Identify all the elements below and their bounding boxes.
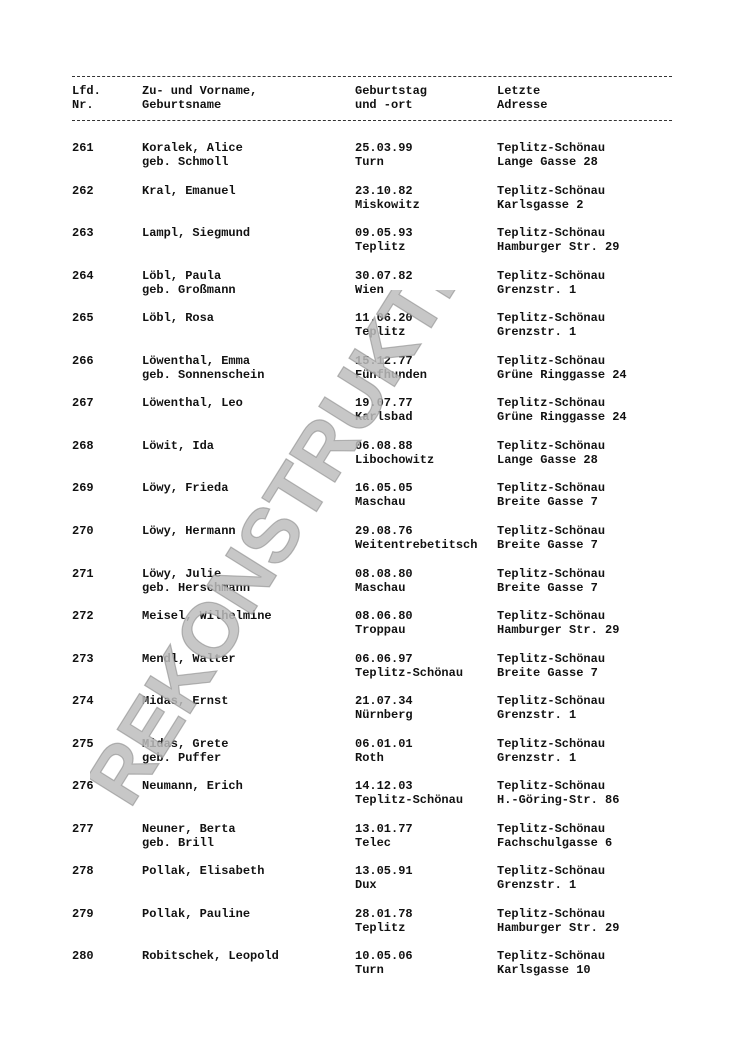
birth-date: 06.06.97 [355, 652, 413, 666]
person-name: Löwy, Frieda [142, 481, 229, 495]
name-cell [142, 949, 279, 963]
birth-name: geb. Schmoll [142, 155, 229, 169]
header-col3-line1: Geburtstag [355, 84, 428, 98]
row-number-text: 264 [72, 269, 94, 283]
address-street: Karlsgasse 10 [497, 963, 591, 977]
row-number-text: 268 [72, 439, 94, 453]
row-number [72, 907, 94, 921]
birth-place: Turn [355, 963, 384, 977]
row-number [72, 652, 94, 666]
address-city: Teplitz-Schönau [497, 949, 606, 963]
address-city: Teplitz-Schönau [497, 396, 606, 410]
row-number [72, 567, 94, 581]
row-number-text: 276 [72, 779, 94, 793]
birth-date: 09.05.93 [355, 226, 413, 240]
table-row [0, 694, 745, 724]
table-row [0, 907, 745, 937]
name-cell [142, 396, 243, 410]
table-row [0, 949, 745, 979]
address-street: Hamburger Str. 29 [497, 240, 620, 254]
table-row [0, 439, 745, 469]
birth-name: geb. Sonnenschein [142, 368, 265, 382]
birth-cell [355, 652, 463, 680]
birth-place: Teplitz-Schönau [355, 793, 464, 807]
address-city: Teplitz-Schönau [497, 737, 606, 751]
address-cell [497, 737, 605, 765]
watermark-text: REKONSTRUKTION [90, 290, 490, 820]
birth-cell [355, 694, 413, 722]
person-name: Löwy, Julie [142, 567, 222, 581]
row-number-text: 265 [72, 311, 94, 325]
birth-place: Turn [355, 155, 384, 169]
address-cell [497, 779, 619, 807]
address-street: Karlsgasse 2 [497, 198, 584, 212]
address-cell [497, 396, 627, 424]
header-col1-line2: Nr. [72, 98, 94, 112]
birth-place: Maschau [355, 495, 406, 509]
address-street: Hamburger Str. 29 [497, 623, 620, 637]
name-cell [142, 141, 243, 169]
address-city: Teplitz-Schönau [497, 354, 606, 368]
row-number [72, 396, 94, 410]
table-row [0, 481, 745, 511]
address-street: Grenzstr. 1 [497, 878, 577, 892]
person-name: Löwy, Hermann [142, 524, 236, 538]
name-cell [142, 226, 250, 240]
person-name: Koralek, Alice [142, 141, 243, 155]
birth-cell [355, 311, 413, 339]
name-cell [142, 184, 236, 198]
address-city: Teplitz-Schönau [497, 822, 606, 836]
row-number [72, 694, 94, 708]
person-name: Robitschek, Leopold [142, 949, 279, 963]
address-street: Grenzstr. 1 [497, 751, 577, 765]
row-number [72, 822, 94, 836]
row-number-text: 269 [72, 481, 94, 495]
address-city: Teplitz-Schönau [497, 864, 606, 878]
address-street: Breite Gasse 7 [497, 581, 598, 595]
address-street: Fachschulgasse 6 [497, 836, 613, 850]
birth-date: 06.01.01 [355, 737, 413, 751]
person-name: Kral, Emanuel [142, 184, 236, 198]
row-number [72, 354, 94, 368]
header-col2-line2: Geburtsname [142, 98, 222, 112]
row-number-text: 270 [72, 524, 94, 538]
birth-date: 06.08.88 [355, 439, 413, 453]
birth-date: 25.03.99 [355, 141, 413, 155]
table-row [0, 864, 745, 894]
birth-date: 08.06.80 [355, 609, 413, 623]
birth-cell [355, 907, 413, 935]
table-row [0, 269, 745, 299]
row-number-text: 278 [72, 864, 94, 878]
address-street: Grüne Ringgasse 24 [497, 368, 627, 382]
row-number-text: 280 [72, 949, 94, 963]
name-cell [142, 907, 250, 921]
address-city: Teplitz-Schönau [497, 226, 606, 240]
name-cell [142, 311, 214, 325]
person-name: Neuner, Berta [142, 822, 236, 836]
address-cell [497, 226, 619, 254]
table-row [0, 226, 745, 256]
address-city: Teplitz-Schönau [497, 269, 606, 283]
row-number-text: 267 [72, 396, 94, 410]
birth-name: geb. Großmann [142, 283, 236, 297]
row-number [72, 524, 94, 538]
name-cell [142, 567, 250, 595]
table-row [0, 822, 745, 852]
birth-cell [355, 609, 413, 637]
birth-date: 13.05.91 [355, 864, 413, 878]
row-number [72, 737, 94, 751]
table-row [0, 141, 745, 171]
birth-cell [355, 737, 413, 765]
birth-place: Dux [355, 878, 377, 892]
person-name: Mendl, Walter [142, 652, 236, 666]
row-number [72, 609, 94, 623]
row-number-text: 277 [72, 822, 94, 836]
person-name: Pollak, Elisabeth [142, 864, 265, 878]
table-row [0, 524, 745, 554]
birth-date: 11.06.20 [355, 311, 413, 325]
person-name: Neumann, Erich [142, 779, 243, 793]
birth-date: 29.08.76 [355, 524, 413, 538]
address-cell [497, 311, 605, 339]
person-name: Löwit, Ida [142, 439, 215, 453]
header-col4-line2: Adresse [497, 98, 548, 112]
address-cell [497, 354, 627, 382]
row-number [72, 949, 94, 963]
row-number [72, 269, 94, 283]
name-cell [142, 822, 236, 850]
table-row [0, 779, 745, 809]
header-col3-line2: und -ort [355, 98, 413, 112]
address-street: Breite Gasse 7 [497, 495, 598, 509]
table-row [0, 737, 745, 767]
birth-place: Troppau [355, 623, 406, 637]
address-cell [497, 567, 605, 595]
birth-place: Libochowitz [355, 453, 435, 467]
person-name: Lampl, Siegmund [142, 226, 251, 240]
address-city: Teplitz-Schönau [497, 652, 606, 666]
address-cell [497, 609, 619, 637]
birth-cell [355, 354, 427, 382]
person-name: Löbl, Paula [142, 269, 222, 283]
name-cell [142, 652, 236, 666]
row-number [72, 864, 94, 878]
birth-date: 10.05.06 [355, 949, 413, 963]
row-number [72, 779, 94, 793]
address-cell [497, 269, 605, 297]
table-row [0, 396, 745, 426]
address-cell [497, 439, 605, 467]
birth-place: Teplitz [355, 921, 406, 935]
birth-place: Telec [355, 836, 392, 850]
address-cell [497, 694, 605, 722]
header-top-rule [72, 76, 672, 77]
address-city: Teplitz-Schönau [497, 311, 606, 325]
person-name: Löwenthal, Emma [142, 354, 251, 368]
birth-date: 13.01.77 [355, 822, 413, 836]
name-cell [142, 439, 214, 453]
name-cell [142, 694, 228, 708]
row-number-text: 279 [72, 907, 94, 921]
address-street: Grenzstr. 1 [497, 283, 577, 297]
header-birth [355, 84, 427, 112]
birth-cell [355, 822, 413, 850]
row-number [72, 184, 94, 198]
address-city: Teplitz-Schönau [497, 524, 606, 538]
address-city: Teplitz-Schönau [497, 567, 606, 581]
header-name [142, 84, 257, 112]
birth-cell [355, 226, 413, 254]
row-number-text: 262 [72, 184, 94, 198]
birth-place: Teplitz [355, 240, 406, 254]
person-name: Löbl, Rosa [142, 311, 215, 325]
address-street: Grüne Ringgasse 24 [497, 410, 627, 424]
person-name: Midas, Grete [142, 737, 229, 751]
address-city: Teplitz-Schönau [497, 481, 606, 495]
birth-date: 21.07.34 [355, 694, 413, 708]
birth-cell [355, 396, 413, 424]
address-cell [497, 481, 605, 509]
birth-name: geb. Puffer [142, 751, 222, 765]
person-name: Pollak, Pauline [142, 907, 251, 921]
address-street: H.-Göring-Str. 86 [497, 793, 620, 807]
birth-place: Wien [355, 283, 384, 297]
name-cell [142, 354, 264, 382]
address-cell [497, 652, 605, 680]
birth-cell [355, 481, 413, 509]
person-name: Midas, Ernst [142, 694, 229, 708]
table-row [0, 567, 745, 597]
birth-date: 28.01.78 [355, 907, 413, 921]
birth-cell [355, 524, 477, 552]
header-address [497, 84, 547, 112]
row-number-text: 273 [72, 652, 94, 666]
row-number-text: 274 [72, 694, 94, 708]
row-number [72, 439, 94, 453]
address-city: Teplitz-Schönau [497, 439, 606, 453]
name-cell [142, 864, 264, 878]
table-header [0, 84, 745, 116]
birth-date: 19.07.77 [355, 396, 413, 410]
table-row [0, 354, 745, 384]
birth-date: 23.10.82 [355, 184, 413, 198]
table-row [0, 184, 745, 214]
birth-date: 08.08.80 [355, 567, 413, 581]
name-cell [142, 609, 272, 623]
address-cell [497, 864, 605, 892]
birth-place: Nürnberg [355, 708, 413, 722]
birth-cell [355, 864, 413, 892]
address-cell [497, 907, 619, 935]
row-number [72, 481, 94, 495]
row-number [72, 226, 94, 240]
birth-name: geb. Herschmann [142, 581, 251, 595]
birth-cell [355, 949, 413, 977]
address-cell [497, 949, 605, 977]
birth-place: Karlsbad [355, 410, 413, 424]
birth-place: Weitentrebetitsch [355, 538, 478, 552]
header-col1-line1: Lfd. [72, 84, 101, 98]
birth-place: Fünfhunden [355, 368, 428, 382]
table-row [0, 311, 745, 341]
birth-place: Maschau [355, 581, 406, 595]
birth-date: 14.12.03 [355, 779, 413, 793]
table-row [0, 652, 745, 682]
address-street: Hamburger Str. 29 [497, 921, 620, 935]
row-number [72, 311, 94, 325]
person-name: Löwenthal, Leo [142, 396, 243, 410]
header-col4-line1: Letzte [497, 84, 541, 98]
birth-place: Teplitz-Schönau [355, 666, 464, 680]
row-number-text: 263 [72, 226, 94, 240]
address-city: Teplitz-Schönau [497, 609, 606, 623]
birth-name: geb. Brill [142, 836, 215, 850]
name-cell [142, 269, 236, 297]
birth-cell [355, 141, 413, 169]
address-city: Teplitz-Schönau [497, 184, 606, 198]
address-street: Lange Gasse 28 [497, 155, 598, 169]
address-street: Lange Gasse 28 [497, 453, 598, 467]
header-bottom-rule [72, 120, 672, 121]
birth-place: Miskowitz [355, 198, 420, 212]
birth-place: Roth [355, 751, 384, 765]
address-street: Grenzstr. 1 [497, 708, 577, 722]
birth-cell [355, 269, 413, 297]
address-cell [497, 822, 612, 850]
header-col2-line1: Zu- und Vorname, [142, 84, 258, 98]
name-cell [142, 779, 243, 793]
address-cell [497, 141, 605, 169]
birth-date: 30.07.82 [355, 269, 413, 283]
address-street: Grenzstr. 1 [497, 325, 577, 339]
header-lfd-nr [72, 84, 101, 112]
address-city: Teplitz-Schönau [497, 779, 606, 793]
birth-cell [355, 439, 434, 467]
row-number-text: 272 [72, 609, 94, 623]
address-city: Teplitz-Schönau [497, 907, 606, 921]
birth-cell [355, 779, 463, 807]
row-number-text: 261 [72, 141, 94, 155]
name-cell [142, 481, 228, 495]
name-cell [142, 737, 228, 765]
birth-place: Teplitz [355, 325, 406, 339]
birth-cell [355, 567, 413, 595]
row-number [72, 141, 94, 155]
address-cell [497, 524, 605, 552]
birth-date: 16.05.05 [355, 481, 413, 495]
person-name: Meisel, Wilhelmine [142, 609, 272, 623]
address-city: Teplitz-Schönau [497, 141, 606, 155]
row-number-text: 275 [72, 737, 94, 751]
name-cell [142, 524, 236, 538]
address-street: Breite Gasse 7 [497, 538, 598, 552]
birth-cell [355, 184, 420, 212]
table-row [0, 609, 745, 639]
address-street: Breite Gasse 7 [497, 666, 598, 680]
row-number-text: 266 [72, 354, 94, 368]
row-number-text: 271 [72, 567, 94, 581]
address-cell [497, 184, 605, 212]
birth-date: 15.12.77 [355, 354, 413, 368]
address-city: Teplitz-Schönau [497, 694, 606, 708]
